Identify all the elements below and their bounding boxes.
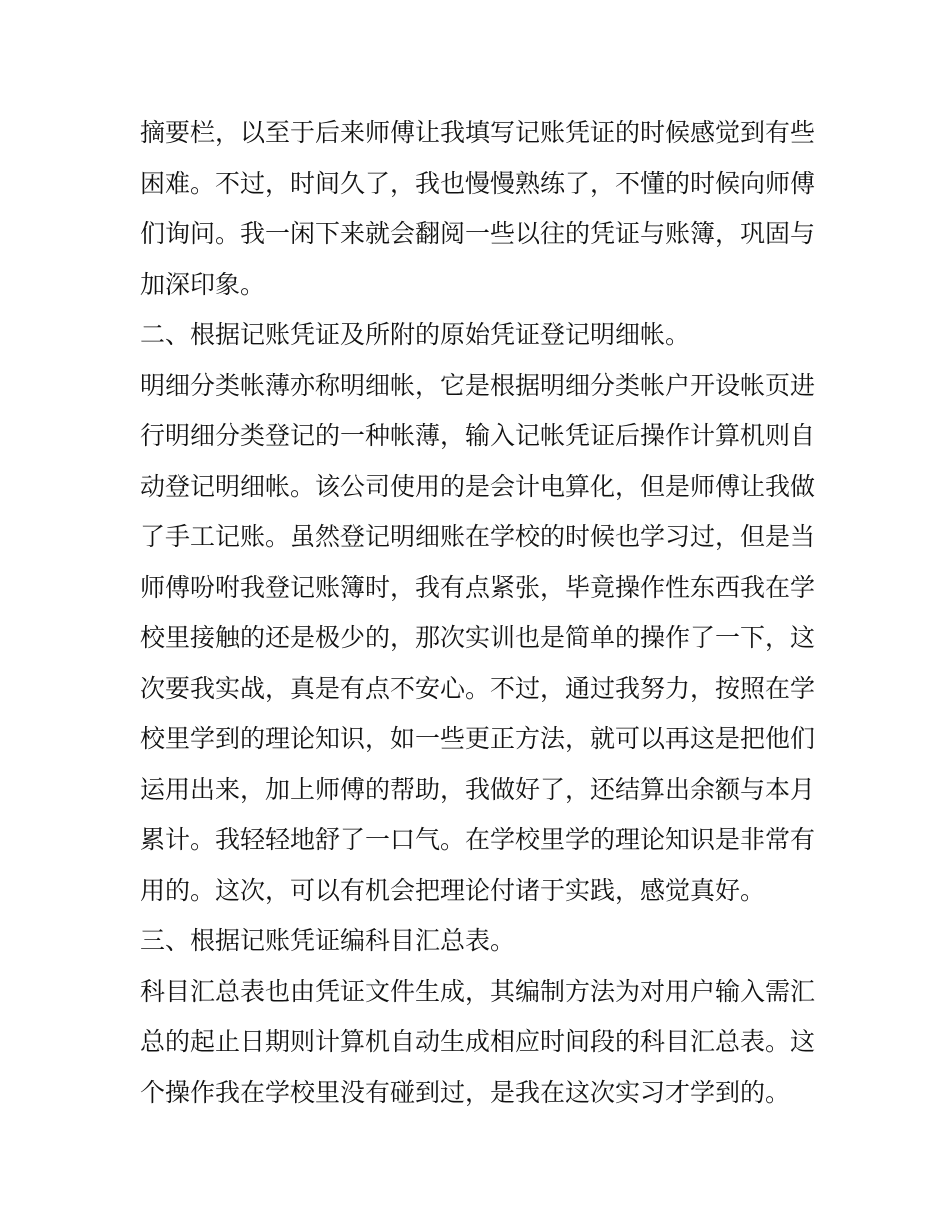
text-line: 累计。我轻轻地舒了一口气。在学校里学的理论知识是非常有: [140, 825, 816, 854]
text-line: 个操作我在学校里没有碰到过，是我在这次实习才学到的。: [140, 1077, 791, 1107]
text-line: 校里学到的理论知识，如一些更正方法，就可以再这是把他们: [140, 724, 816, 753]
text-line: 总的起止日期则计算机自动生成相应时间段的科目汇总表。这: [140, 1027, 816, 1056]
text-line: 行明细分类登记的一种帐薄，输入记帐凭证后操作计算机则自: [140, 421, 816, 450]
text-line: 次要我实战，真是有点不安心。不过，通过我努力，按照在学: [140, 673, 816, 703]
text-line: 摘要栏，以至于后来师傅让我填写记账凭证的时候感觉到有些: [140, 118, 816, 147]
text-line: 校里接触的还是极少的，那次实训也是简单的操作了一下，这: [140, 623, 816, 652]
text-line: 明细分类帐薄亦称明细帐，它是根据明细分类帐户开设帐页进: [140, 370, 816, 400]
text-line: 运用出来，加上师傅的帮助，我做好了，还结算出余额与本月: [140, 774, 816, 804]
text-line: 用的。这次，可以有机会把理论付诸于实践，感觉真好。: [140, 875, 766, 905]
text-line: 动登记明细帐。该公司使用的是会计电算化，但是师傅让我做: [140, 471, 816, 501]
text-line: 困难。不过，时间久了，我也慢慢熟练了，不懂的时候向师傅: [140, 168, 816, 198]
text-line: 科目汇总表也由凭证文件生成，其编制方法为对用户输入需汇: [140, 976, 816, 1006]
section-heading: 二、根据记账凭证及所附的原始凭证登记明细帐。: [140, 320, 691, 349]
text-line: 们询问。我一闲下来就会翻阅一些以往的凭证与账簿，巩固与: [140, 219, 816, 248]
text-line: 师傅吩咐我登记账簿时，我有点紧张，毕竟操作性东西我在学: [140, 572, 816, 602]
text-line: 加深印象。: [140, 269, 266, 299]
document-body: [140, 108, 816, 1118]
section-heading: 三、根据记账凭证编科目汇总表。: [140, 926, 516, 955]
text-line: 了手工记账。虽然登记明细账在学校的时候也学习过，但是当: [140, 522, 816, 551]
